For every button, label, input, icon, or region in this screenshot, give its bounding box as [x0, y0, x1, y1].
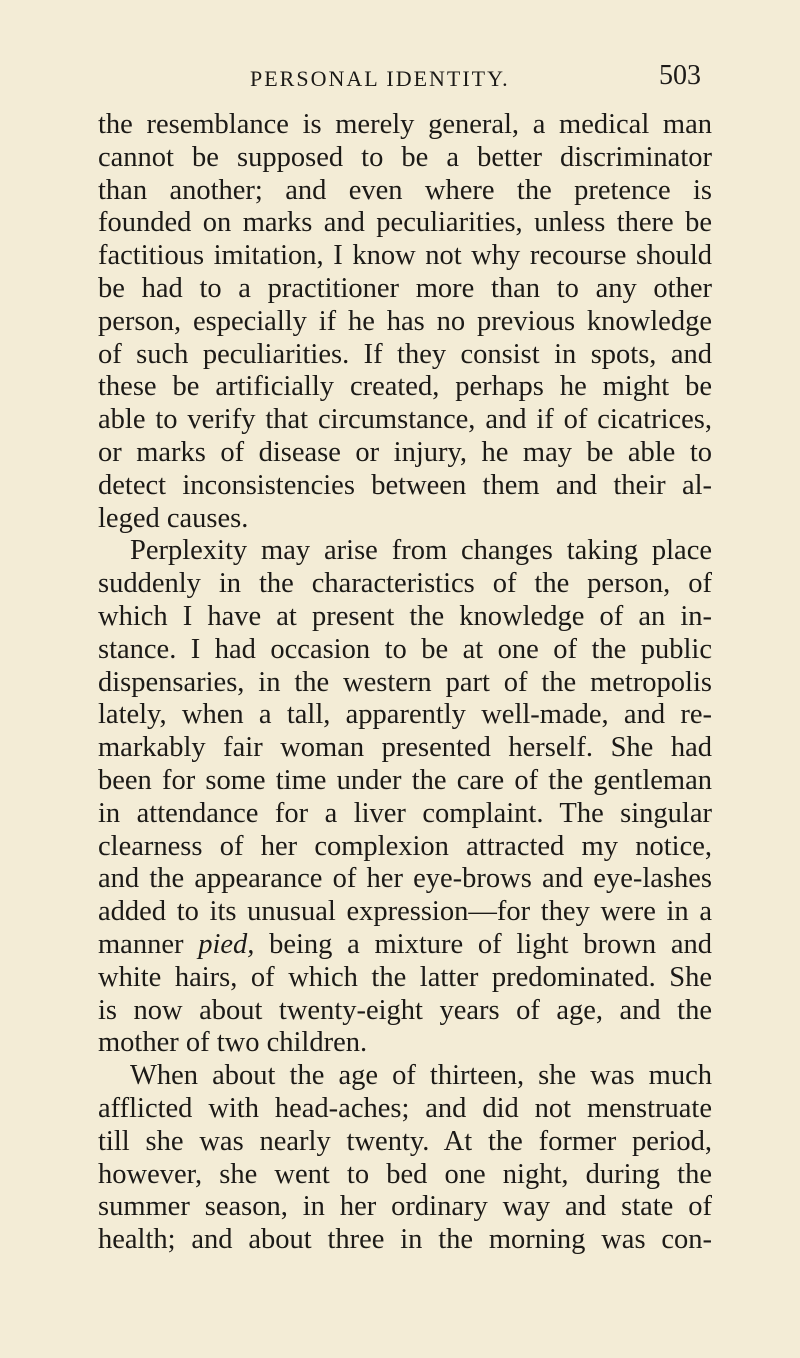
paragraph-start-line: Perplexity may arise from changes taking place [130, 535, 712, 567]
text-line: added to its unusual expression—for they were in a [98, 896, 712, 928]
text-line: which I have at present the knowledge of an in- [98, 600, 712, 632]
text-line: in attendance for a liver complaint. The singular [98, 797, 712, 829]
text-line: however, she went to bed one night, during the [98, 1158, 712, 1190]
paragraph-start-line: When about the age of thirteen, she was much [130, 1060, 712, 1092]
text-line: been for some time under the care of the gentleman [98, 764, 712, 796]
text-line: the resemblance is merely general, a medical man [98, 109, 712, 140]
text-line: white hairs, of which the latter predominated. She [98, 961, 712, 993]
text-line: suddenly in the characteristics of the person, of [98, 568, 712, 600]
italic-word: pied, [198, 928, 255, 960]
paragraph-end-line: mother of two children. [98, 1027, 368, 1059]
text-line: till she was nearly twenty. At the former period, [98, 1125, 712, 1157]
text-line: dispensaries, in the western part of the metropolis [98, 666, 712, 698]
text-line: than another; and even where the pretence is [98, 174, 712, 206]
text-line: factitious imitation, I know not why recourse should [98, 240, 712, 272]
page-number: 503 [659, 60, 701, 91]
text-line: afflicted with head-aches; and did not menstruate [98, 1092, 712, 1124]
body-text [98, 109, 712, 1257]
text-line: clearness of her complexion attracted my notice, [98, 830, 712, 862]
text-line: is now about twenty-eight years of age, and the [98, 994, 712, 1026]
text-line: be had to a practitioner more than to any other [98, 272, 712, 304]
text-line: lately, when a tall, apparently well-made, and re- [98, 699, 712, 731]
text-line: stance. I had occasion to be at one of the public [98, 633, 712, 665]
page-header [0, 60, 800, 100]
text-line: person, especially if he has no previous knowledge [98, 305, 712, 337]
text-line: or marks of disease or injury, he may be able to [98, 436, 712, 468]
text-line: markably fair woman presented herself. She had [98, 732, 712, 764]
text-line: summer season, in her ordinary way and state of [98, 1191, 712, 1223]
running-head: PERSONAL IDENTITY. [250, 66, 510, 91]
text-line: health; and about three in the morning was con- [98, 1224, 712, 1256]
text-line: these be artificially created, perhaps he might be [98, 371, 712, 403]
text-line: and the appearance of her eye-brows and eye-lashes [98, 863, 712, 895]
text-line: able to verify that circumstance, and if of cicatrices, [98, 404, 712, 436]
text-line: detect inconsistencies between them and their al- [98, 469, 712, 501]
text-line: founded on marks and peculiarities, unless there be [98, 207, 712, 239]
text-segment: being a mixture of light brown and [254, 928, 712, 960]
text-segment: manner [98, 928, 199, 960]
text-line: of such peculiarities. If they consist in spots, and [98, 338, 712, 370]
text-line: cannot be supposed to be a better discriminator [98, 141, 712, 173]
text-line [98, 929, 712, 962]
paragraph-end-line: leged causes. [98, 502, 249, 534]
